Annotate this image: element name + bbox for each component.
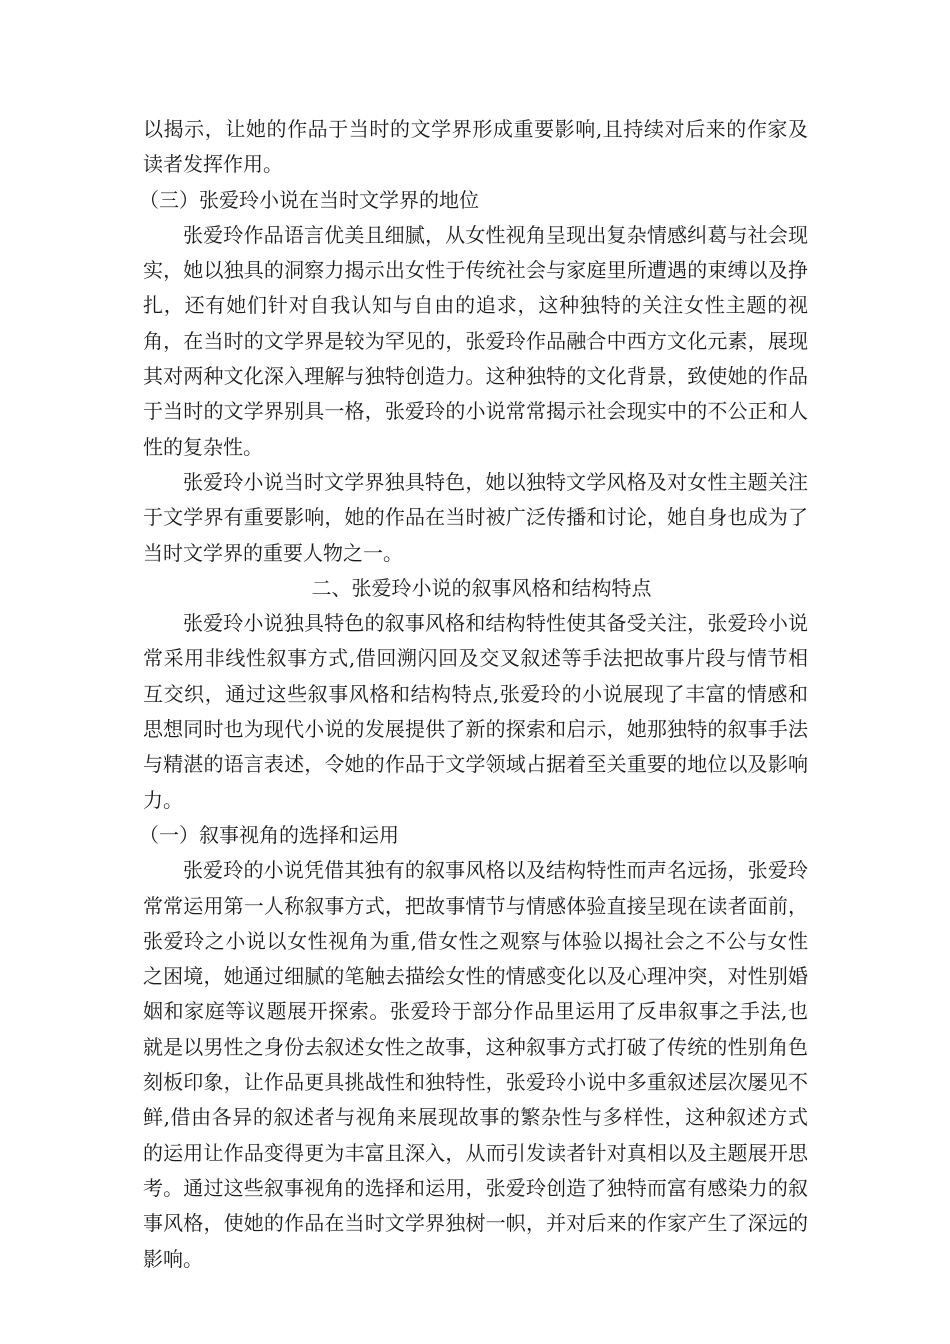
- subheading-section-3: （三）张爱玲小说在当时文学界的地位: [139, 187, 479, 212]
- paragraph-status-literary: 张爱玲作品语言优美且细腻，从女性视角呈现出复杂情感纠葛与社会现实，她以独具的洞察力揭示出女性于传统社会与家庭里所遭遇的束缚以及挣扎，还有她们针对自我认知与自由的追求，这种独特的关注女性主题的视角，在当时的文学界是较为罕见的，张爱玲作品融合中西方文化元素，展现其对两种文化深入理解与独特创造力。这种独特的文化背景，致使她的作品于当时的文学界别具一格，张爱玲的小说常常揭示社会现实中的不公正和人性的复杂性。: [143, 222, 808, 459]
- section-heading-narrative-style: 二、张爱玲小说的叙事风格和结构特点: [311, 575, 652, 600]
- paragraph-status-summary: 张爱玲小说当时文学界独具特色，她以独特文学风格及对女性主题关注于文学界有重要影响，她的作品在当时被广泛传播和讨论，她自身也成为了当时文学界的重要人物之一。: [143, 469, 808, 565]
- paragraph-section-intro: 张爱玲小说独具特色的叙事风格和结构特性使其备受关注，张爱玲小说常采用非线性叙事方式,借回溯闪回及交叉叙述等手法把故事片段与情节相互交织，通过这些叙事风格和结构特点,张爱玲的小说展现了丰富的情感和思想同时也为现代小说的发展提供了新的探索和启示，她那独特的叙事手法与精湛的语言表述，令她的作品于文学领域占据着至关重要的地位以及影响力。: [143, 611, 808, 812]
- paragraph-narrative-perspective: 张爱玲的小说凭借其独有的叙事风格以及结构特性而声名远扬，张爱玲常常运用第一人称叙事方式，把故事情节与情感体验直接呈现在读者面前，张爱玲之小说以女性视角为重,借女性之观察与体验以揭社会之不公与女性之困境，她通过细腻的笔触去描绘女性的情感变化以及心理冲突，对性别婚姻和家庭等议题展开探索。张爱玲于部分作品里运用了反串叙事之手法,也就是以男性之身份去叙述女性之故事，这种叙事方式打破了传统的性别角色刻板印象，让作品更具挑战性和独特性，张爱玲小说中多重叙述层次屡见不鲜,借由各异的叙述者与视角来展现故事的繁杂性与多样性，这种叙述方式的运用让作品变得更为丰富且深入，从而引发读者针对真相以及主题展开思考。通过这些叙事视角的选择和运用，张爱玲创造了独特而富有感染力的叙事风格，使她的作品在当时文学界独树一帜，并对后来的作家产生了深远的影响。: [143, 858, 808, 1271]
- document-body: [139, 112, 808, 1277]
- subheading-section-1: （一）叙事视角的选择和运用: [139, 822, 399, 847]
- continuation-paragraph: 以揭示，让她的作品于当时的文学界形成重要影响,且持续对后来的作家及读者发挥作用。: [143, 117, 808, 177]
